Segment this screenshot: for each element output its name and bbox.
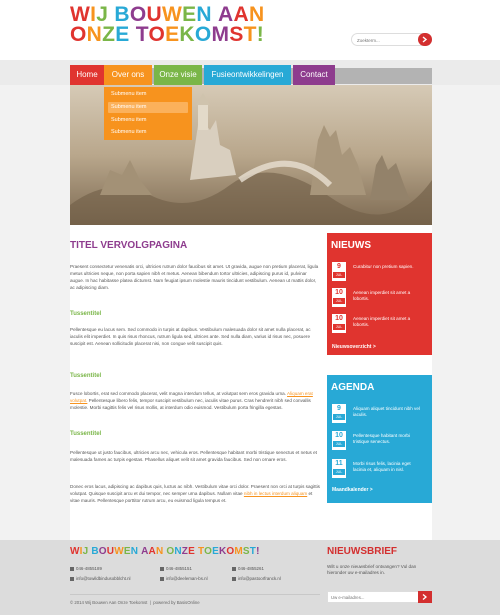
logo-letter: ! <box>256 23 265 46</box>
nav-label: Over ons <box>111 70 145 79</box>
news-overview-link[interactable]: Nieuwsoverzicht > <box>332 344 376 350</box>
logo-letter: E <box>123 546 131 557</box>
powered-by-link[interactable]: powered by BasisOnline <box>153 600 200 605</box>
agenda-item[interactable]: Aliquam aliquet tincidunt nibh vel iaculis. <box>353 406 420 417</box>
paragraph <box>70 483 320 504</box>
logo-letter: J <box>96 3 109 26</box>
logo-letter: O <box>148 23 166 46</box>
search-icon <box>421 36 429 43</box>
text: et vitae mauris. Pellentesque porttitor rutrum arcu, eu euismod ligula tempus et. <box>70 491 313 503</box>
copyright-text: © 2014 Wij Bouwen Aan Onze Toekomst <box>70 600 148 605</box>
logo-letter: N <box>86 23 103 46</box>
agenda-item[interactable]: Pellentesque habitant morbi tristique senectus. <box>353 433 410 444</box>
logo-letter: E <box>165 23 180 46</box>
agenda-title: AGENDA <box>331 382 375 393</box>
logo-letter: W <box>161 3 183 26</box>
arrow-right-icon <box>422 594 428 600</box>
text: Pellentesque libero felis, tempor suscipit vestibulum nec, iaculis vitae purus. Cras hendrerit nibh sed convallis molestie. Morbi sagittis felis vel risus mollis, at interdum odio euismod. Vestibulum porta fringilla egestas. <box>70 398 311 410</box>
logo-letter: I <box>90 3 97 26</box>
submenu-dropdown <box>104 87 192 140</box>
submenu-item-hover[interactable]: Submenu item <box>108 102 188 113</box>
news-box <box>327 233 432 355</box>
logo-letter: O <box>129 3 147 26</box>
submenu-item[interactable]: Submenu item <box>111 129 147 135</box>
date-day: 10 <box>335 289 343 296</box>
date-badge <box>332 459 346 478</box>
date-month: JUL <box>333 324 345 330</box>
contact-email[interactable] <box>160 576 208 581</box>
paragraph: Pellentesque ut justo faucibus, ultricies arcu nec, vehicula eros. Pellentesque habitant morbi tristique senectus et netus et malesuada fames ac turpis egestas. Phasellus aliquet velit sit amet gravida faucibus. Sed non ornare eros. <box>70 450 317 462</box>
logo-letter: A <box>148 546 156 557</box>
logo-letter: E <box>182 3 197 26</box>
email-text: info@pastoorfranck.nl <box>238 576 281 581</box>
logo-letter: N <box>155 546 164 557</box>
paragraph: Pellentesque eu lacus sem. Sed commodo in turpis at dapibus. Vestibulum malesuada dolor sit amet nulla placerat, ac iaculis elit imperdiet. In quis risus rhoncus, rutrum ligula sed, ultrices ante. Sed nulla diam, varius id risus nec, posuere suscipit est. Aenean sollicitudin placerat nisi, non congue velit suscipit quis. <box>70 327 311 346</box>
date-badge <box>332 314 346 333</box>
newsletter-text: Wilt u onze nieuwsbrief ontvangen? Vul dan hieronder uw e-mailadres in. <box>327 564 417 575</box>
nav-item-contact[interactable] <box>293 65 335 85</box>
logo-letter: S <box>242 546 250 557</box>
logo-letter: Z <box>181 546 189 557</box>
logo-letter: O <box>70 23 87 46</box>
news-item[interactable]: Aenean imperdiet sit amet a lobortis. <box>353 290 411 301</box>
logo-letter: O <box>166 546 175 557</box>
logo-letter: U <box>106 546 115 557</box>
logo-letter: N <box>196 3 212 26</box>
logo-letter: T <box>135 23 149 46</box>
logo-letter: A <box>233 3 249 26</box>
logo-letter: K <box>179 23 195 46</box>
nav-label: Contact <box>300 70 328 79</box>
logo-letter: I <box>79 546 83 557</box>
email-text: info@deeleman-bs.nl <box>166 576 208 581</box>
date-badge <box>332 288 346 307</box>
inline-link[interactable]: nibh in lectus interdum aliquam <box>243 491 308 496</box>
submenu-item[interactable]: Submenu item <box>111 117 147 123</box>
logo-letter: W <box>70 3 91 26</box>
logo-letter: O <box>98 546 107 557</box>
logo-letter: M <box>211 23 230 46</box>
phone-text: 046-4855261 <box>238 566 264 571</box>
footer-divider <box>70 594 320 595</box>
paragraph: Praesent consectetur venenatis orci, ultricies rutrum dolor faucibus sit amet. Ut gravida, augue non pretium placerat, ligula metus ultricies neque, non porta sapien nibh et metus. Aenean bibendum tortor ultricies, adipiscing purus id, pulvinar augue. In hac habitasse platea dictumst. Nam feugiat ipsum molestie mauris tincidunt vestibulum. Aenean ut mattis dolor, ac adipiscing diam. <box>70 264 319 290</box>
logo-letter: W <box>114 546 124 557</box>
nav-label: Fusieontwikkelingen <box>211 70 284 79</box>
logo-letter: W <box>70 546 80 557</box>
newsletter-form <box>327 591 432 603</box>
date-day: 10 <box>335 432 343 439</box>
search-box <box>351 33 432 46</box>
logo-letter: O <box>226 546 235 557</box>
email-icon <box>70 577 74 581</box>
subheading: Tussentitel <box>70 373 102 379</box>
date-day: 9 <box>337 405 341 412</box>
logo-letter: T <box>249 546 257 557</box>
logo-letter: O <box>204 546 213 557</box>
contact-email[interactable] <box>232 576 281 581</box>
month-calendar-link[interactable]: Maandkalender > <box>332 487 373 493</box>
copyright: © 2014 Wij Bouwen Aan Onze Toekomst | powered by BasisOnline <box>70 600 200 605</box>
logo-letter: U <box>146 3 162 26</box>
subheading: Tussentitel <box>70 431 102 437</box>
nav-label: Home <box>76 70 98 79</box>
logo-letter: E <box>188 546 195 557</box>
logo-letter: A <box>141 546 149 557</box>
logo-letter: ! <box>256 546 260 557</box>
date-badge <box>332 262 346 281</box>
contact-phone <box>160 566 192 571</box>
phone-icon <box>232 567 236 571</box>
nav-label: Onze visie <box>159 70 197 79</box>
newsletter-title: NIEUWSBRIEF <box>327 546 397 557</box>
logo-letter: B <box>114 3 130 26</box>
agenda-box <box>327 375 432 503</box>
logo-letter: Z <box>102 23 116 46</box>
logo-letter: J <box>82 546 89 557</box>
search-input[interactable] <box>357 36 417 44</box>
date-day: 11 <box>335 460 343 467</box>
logo-line-2 <box>70 25 264 45</box>
date-month: JUL <box>333 441 345 447</box>
phone-text: 046-4855151 <box>166 566 192 571</box>
newsletter-email-input[interactable] <box>331 594 411 601</box>
date-badge <box>332 404 346 423</box>
search-button[interactable] <box>418 33 432 46</box>
agenda-item[interactable]: Morbi risus felis, lacinia eget lacinia et, aliquam in nisl. <box>353 461 411 472</box>
paragraph <box>70 390 320 411</box>
logo-line-1 <box>70 5 264 25</box>
email-icon <box>232 577 236 581</box>
date-month: JUL <box>333 298 345 304</box>
nav-item-home[interactable] <box>70 65 104 85</box>
text: Donec eros lacus, adipiscing ac dapibus quis, luctus ac nibh. Vestibulum vitae orci dolor. Praesent non orci at turpis sagittis volutpat. Quisque suscipit arcu et dui tempor, nec semper urna dapibus. Nullam vitae <box>70 484 320 496</box>
logo-letter: T <box>197 546 205 557</box>
page-title: TITEL VERVOLGPAGINA <box>70 240 188 251</box>
logo-letter: M <box>234 546 243 557</box>
date-month: JUL <box>333 414 345 420</box>
newsletter-submit-button[interactable] <box>418 591 432 603</box>
news-title: NIEUWS <box>331 240 371 251</box>
footer-logo <box>70 546 260 557</box>
text: Fusce lobortis, erat sed commodo placerat, velit magna interdum tellus, at volutpat sem eros gravida urna. <box>70 391 288 396</box>
logo-letter: S <box>229 23 244 46</box>
date-month: JUL <box>333 469 345 475</box>
logo-letter: N <box>174 546 182 557</box>
submenu-item[interactable]: Submenu item <box>111 91 147 97</box>
logo-letter: N <box>130 546 139 557</box>
contact-email[interactable] <box>70 576 131 581</box>
news-item[interactable]: Aenean imperdiet sit amet a lobortis. <box>353 316 411 327</box>
nav-item-onze-visie[interactable] <box>154 65 202 85</box>
logo-letter: T <box>243 23 257 46</box>
news-item[interactable]: Curabitur non pretium sapien. <box>353 264 414 269</box>
date-day: 10 <box>335 315 343 322</box>
logo-letter: E <box>115 23 130 46</box>
subheading: Tussentitel <box>70 311 102 317</box>
date-badge <box>332 431 346 450</box>
phone-text: 046-4855189 <box>76 566 102 571</box>
phone-icon <box>160 567 164 571</box>
logo-letter: N <box>248 3 265 26</box>
date-day: 9 <box>337 263 341 270</box>
logo-letter: A <box>218 3 234 26</box>
email-icon <box>160 577 164 581</box>
logo-letter: O <box>194 23 212 46</box>
site-logo[interactable] <box>70 5 264 45</box>
logo-letter: B <box>91 546 99 557</box>
nav-item-over-ons[interactable] <box>104 65 152 87</box>
logo-letter: E <box>212 546 219 557</box>
inline-link[interactable]: Aliquam erat volutpat. <box>70 391 313 403</box>
phone-icon <box>70 567 74 571</box>
logo-letter: K <box>218 546 227 557</box>
nav-item-fusieontwikkelingen[interactable] <box>204 65 291 85</box>
date-month: JUL <box>333 272 345 278</box>
contact-phone <box>70 566 102 571</box>
email-text: info@towildbindusobblcht.nl <box>76 576 131 581</box>
contact-phone <box>232 566 264 571</box>
